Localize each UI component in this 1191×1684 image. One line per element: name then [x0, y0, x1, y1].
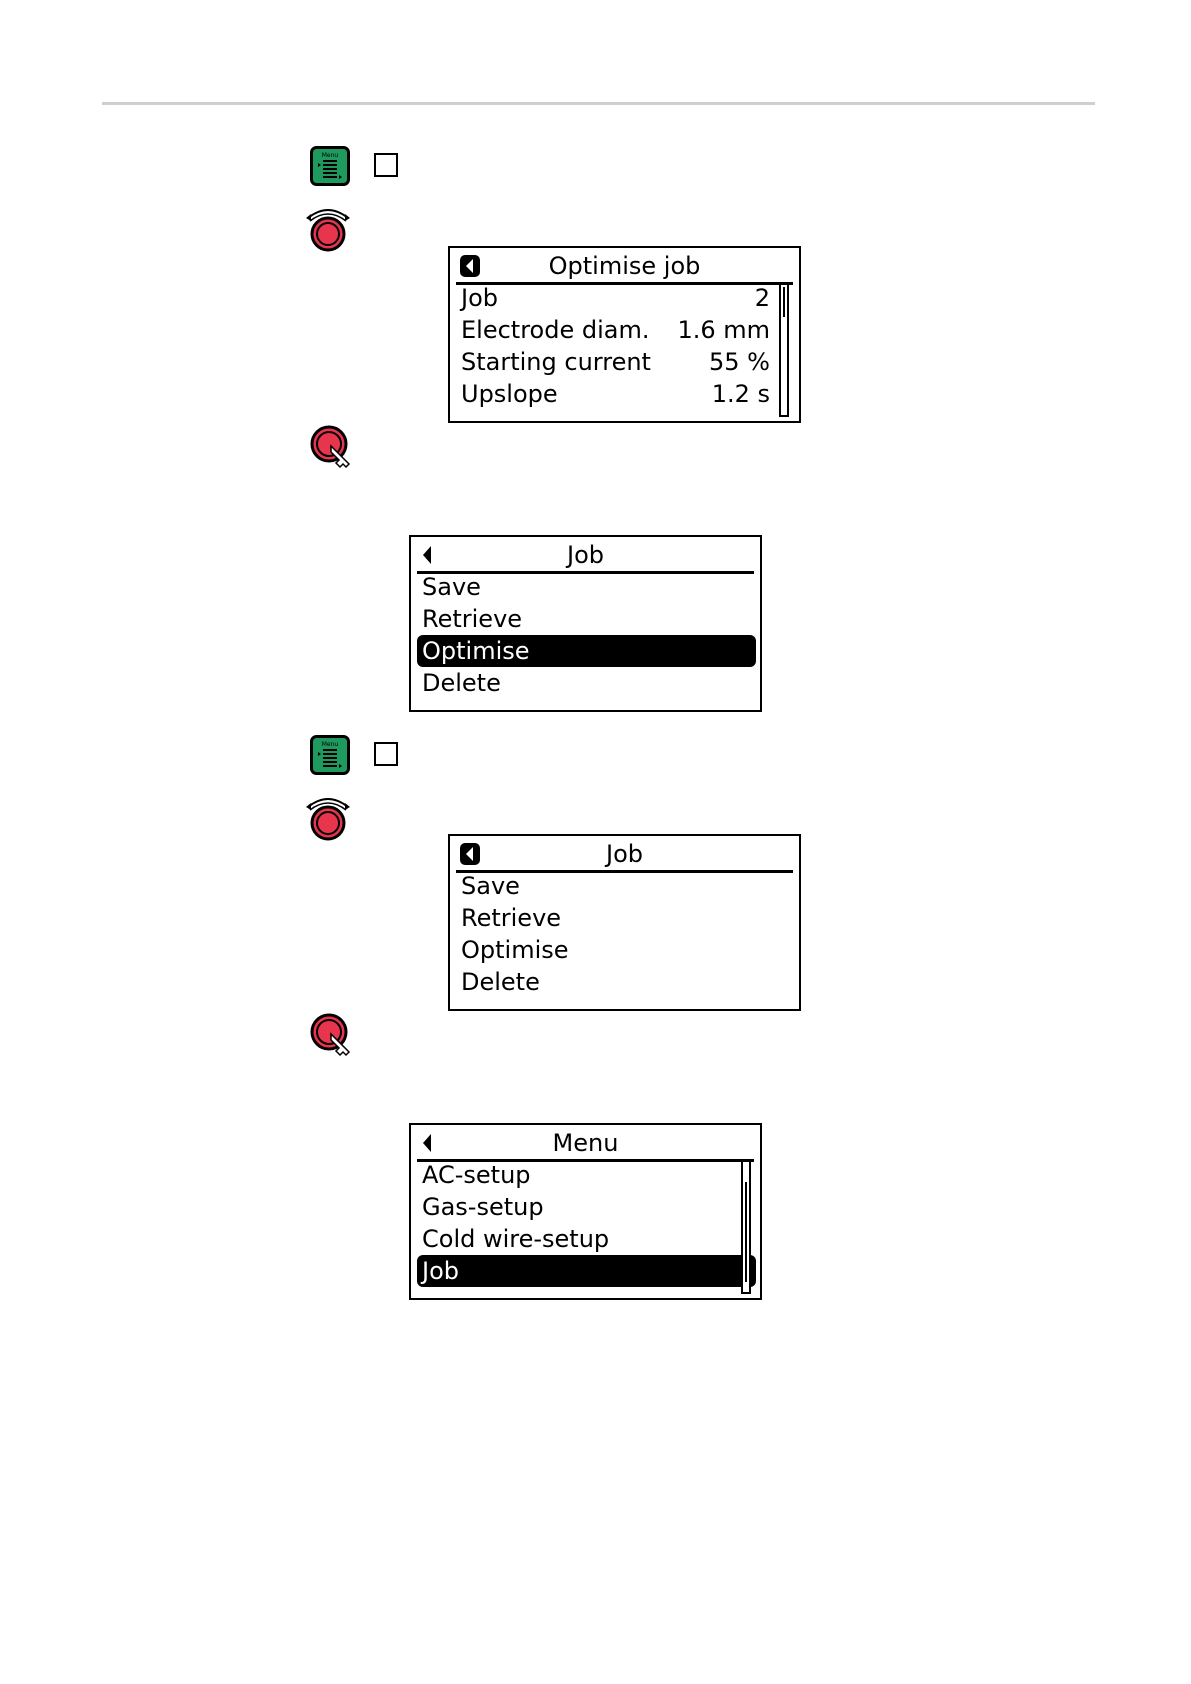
- menu-item-label: Save: [461, 872, 520, 900]
- lcd-title-text: Optimise job: [548, 252, 701, 280]
- menu-button-label: Menu: [321, 152, 339, 159]
- back-icon[interactable]: [458, 842, 482, 866]
- scrollbar[interactable]: [741, 1160, 751, 1294]
- lcd-optimise-job: [448, 246, 801, 423]
- menu-button-label: Menu: [321, 741, 339, 748]
- lcd-job-menu: [448, 834, 801, 1011]
- lcd-title-text: Menu: [552, 1129, 619, 1157]
- lcd-title-text: Job: [567, 541, 604, 569]
- lcd-rows: [456, 282, 770, 410]
- step-checkbox[interactable]: [374, 742, 398, 766]
- menu-item-label: Optimise: [461, 936, 569, 964]
- menu-item-save[interactable]: [417, 571, 756, 603]
- menu-item-label: Job: [422, 1257, 459, 1285]
- param-label: Job: [461, 284, 498, 312]
- menu-item-delete[interactable]: [417, 667, 756, 699]
- menu-item-label: Delete: [461, 968, 540, 996]
- param-row-job[interactable]: [456, 282, 770, 314]
- back-arrow-icon[interactable]: [419, 543, 439, 567]
- lcd-title-text: Job: [606, 840, 643, 868]
- dial-press-icon[interactable]: [309, 424, 355, 470]
- menu-button-icon[interactable]: [310, 735, 350, 775]
- menu-item-retrieve[interactable]: [456, 902, 795, 934]
- param-row-starting-current[interactable]: [456, 346, 770, 378]
- param-value: 2: [754, 284, 770, 312]
- menu-item-retrieve[interactable]: [417, 603, 756, 635]
- lcd-rows: [417, 571, 756, 699]
- param-label: Upslope: [461, 380, 558, 408]
- lcd-title: [417, 539, 754, 574]
- step-checkbox[interactable]: [374, 153, 398, 177]
- menu-item-label: Delete: [422, 669, 501, 697]
- menu-item-ac-setup[interactable]: [417, 1159, 756, 1191]
- menu-button-icon[interactable]: [310, 146, 350, 186]
- menu-item-save[interactable]: [456, 870, 795, 902]
- scrollbar-thumb[interactable]: [783, 287, 785, 317]
- lcd-main-menu: [409, 1123, 762, 1300]
- menu-item-optimise-selected[interactable]: [417, 635, 756, 667]
- dial-turn-icon[interactable]: [304, 793, 352, 841]
- back-icon[interactable]: [458, 254, 482, 278]
- param-value: 55 %: [709, 348, 770, 376]
- param-label: Starting current: [461, 348, 651, 376]
- param-value: 1.2 s: [711, 380, 770, 408]
- menu-item-label: Optimise: [422, 637, 530, 665]
- scrollbar[interactable]: [779, 283, 789, 417]
- menu-item-job-selected[interactable]: [417, 1255, 756, 1287]
- back-arrow-icon[interactable]: [419, 1131, 439, 1155]
- lcd-title: [456, 250, 793, 285]
- menu-item-label: Retrieve: [461, 904, 562, 932]
- lcd-title: [456, 838, 793, 873]
- param-value: 1.6 mm: [677, 316, 770, 344]
- header-rule: [102, 102, 1095, 105]
- dial-press-icon[interactable]: [309, 1012, 355, 1058]
- param-label: Electrode diam.: [461, 316, 650, 344]
- menu-item-label: AC-setup: [422, 1161, 531, 1189]
- menu-item-optimise[interactable]: [456, 934, 795, 966]
- menu-item-delete[interactable]: [456, 966, 795, 998]
- scrollbar-thumb[interactable]: [745, 1182, 747, 1282]
- lcd-rows: [417, 1159, 756, 1287]
- lcd-job-optimise-selected: [409, 535, 762, 712]
- menu-item-label: Retrieve: [422, 605, 523, 633]
- menu-item-gas-setup[interactable]: [417, 1191, 756, 1223]
- param-row-electrode-diam[interactable]: [456, 314, 770, 346]
- lcd-title: [417, 1127, 754, 1162]
- menu-item-label: Gas-setup: [422, 1193, 544, 1221]
- param-row-upslope[interactable]: [456, 378, 770, 410]
- menu-item-label: Save: [422, 573, 481, 601]
- dial-turn-icon[interactable]: [304, 204, 352, 252]
- menu-item-cold-wire-setup[interactable]: [417, 1223, 756, 1255]
- menu-item-label: Cold wire-setup: [422, 1225, 610, 1253]
- lcd-rows: [456, 870, 795, 998]
